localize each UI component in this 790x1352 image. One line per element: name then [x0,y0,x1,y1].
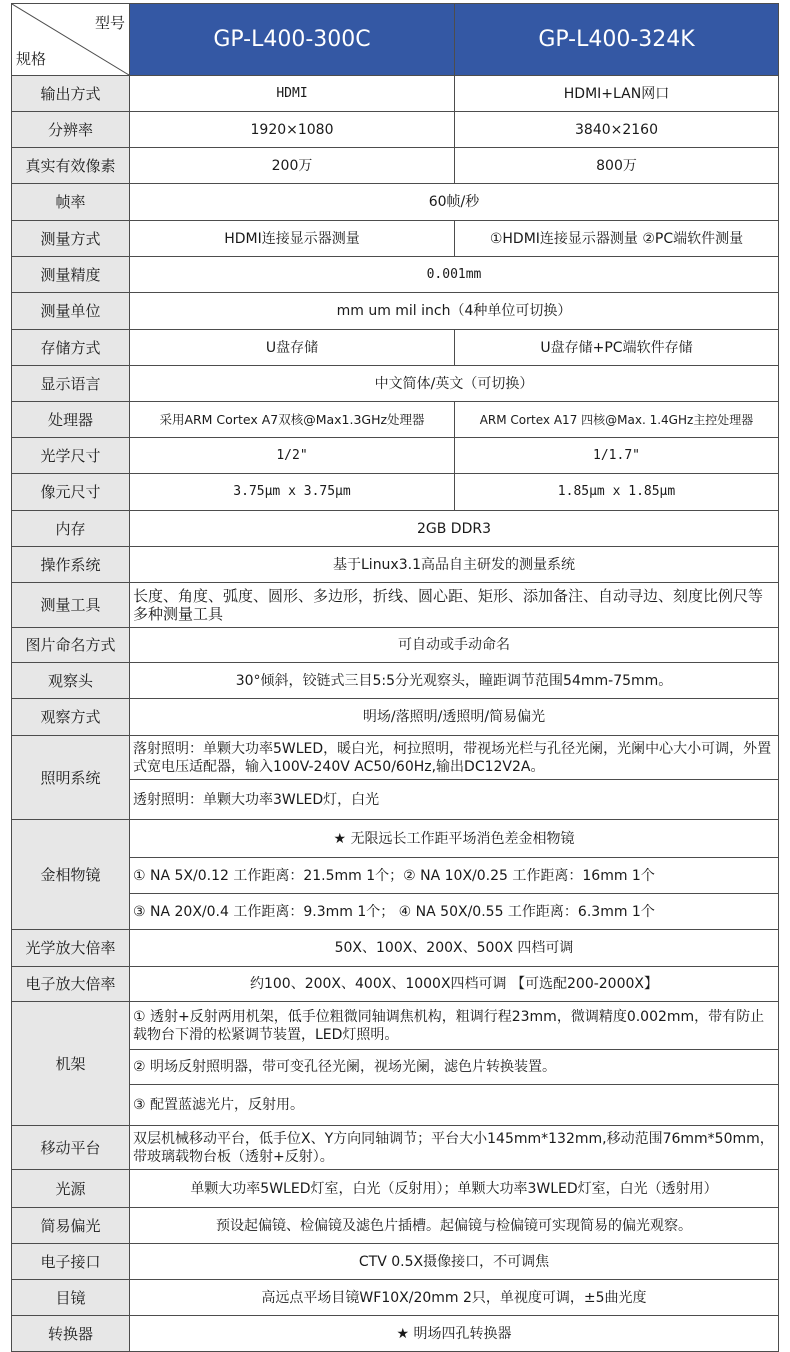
row-frame-1 [12,1002,779,1050]
row-pixels [12,148,779,184]
corner-cell [12,4,130,76]
row-label: 帧率 [12,184,130,221]
value: mm um mil inch（4种单位可切换） [130,293,779,330]
row-output [12,76,779,112]
row-label: 光学尺寸 [12,438,130,474]
row-os [12,547,779,583]
row-label: 目镜 [12,1280,130,1316]
value-b: 3840×2160 [455,112,779,148]
row-polarization [12,1208,779,1244]
row-head [12,663,779,699]
value: 高远点平场目镜WF10X/20mm 2只，单视度可调，±5曲光度 [130,1280,779,1316]
row-label: 处理器 [12,402,130,438]
value: 0.001mm [130,257,779,293]
row-label: 图片命名方式 [12,628,130,663]
row-label: 测量方式 [12,221,130,257]
row-cpu [12,402,779,438]
value-a: 3.75µm x 3.75µm [130,474,455,511]
value: 双层机械移动平台，低手位X、Y方向同轴调节；平台大小145mm*132mm,移动范围76mm*50mm，带玻璃载物台板（透射+反射）。 [130,1126,779,1170]
row-interface [12,1244,779,1280]
row-label: 光学放大倍率 [12,930,130,967]
header-row [12,4,779,76]
row-label: 观察方式 [12,699,130,736]
value: 单颗大功率5WLED灯室，白光（反射用）；单颗大功率3WLED灯室，白光（透射用） [130,1170,779,1208]
value: 长度、角度、弧度、圆形、多边形，折线、圆心距、矩形、添加备注、自动寻边、刻度比例尺等多种测量工具 [130,583,779,628]
value: 50X、100X、200X、500X 四档可调 [130,930,779,967]
row-tools [12,583,779,628]
row-label: 测量工具 [12,583,130,628]
row-electronic-mag [12,967,779,1002]
value: 落射照明：单颗大功率5WLED，暖白光，柯拉照明，带视场光栏与孔径光阑，光阑中心大小可调，外置式宽电压适配器，输入100V-240V AC50/60Hz,输出DC12V2A。 [130,736,779,780]
model-b-header: GP-L400-324K [455,4,779,76]
row-label: 测量精度 [12,257,130,293]
row-label: 转换器 [12,1316,130,1352]
row-label: 移动平台 [12,1126,130,1170]
value: ★ 明场四孔转换器 [130,1316,779,1352]
row-stage [12,1126,779,1170]
row-resolution [12,112,779,148]
row-observe [12,699,779,736]
value: ③ 配置蓝滤光片，反射用。 [130,1085,779,1126]
value-b: 1/1.7" [455,438,779,474]
value-a: 1/2" [130,438,455,474]
row-precision [12,257,779,293]
value: 约100、200X、400X、1000X四档可调 【可选配200-2000X】 [130,967,779,1002]
value-b: ARM Cortex A17 四核@Max. 1.4GHz主控处理器 [455,402,779,438]
value: 基于Linux3.1高品自主研发的测量系统 [130,547,779,583]
value-b: HDMI+LAN网口 [455,76,779,112]
value-b: 1.85µm x 1.85µm [455,474,779,511]
value: 中文简体/英文（可切换） [130,366,779,402]
value: CTV 0.5X摄像接口，不可调焦 [130,1244,779,1280]
value-a: 1920×1080 [130,112,455,148]
value-a: HDMI [130,76,455,112]
value: 透射照明：单颗大功率3WLED灯，白光 [130,780,779,820]
row-label: 显示语言 [12,366,130,402]
row-label: 像元尺寸 [12,474,130,511]
row-label: 操作系统 [12,547,130,583]
value: ① 透射+反射两用机架，低手位粗微同轴调焦机构，粗调行程23mm，微调精度0.002mm，带有防止载物台下滑的松紧调节装置，LED灯照明。 [130,1002,779,1050]
value-a: U盘存储 [130,330,455,366]
row-language [12,366,779,402]
row-label: 分辨率 [12,112,130,148]
row-objective-1 [12,820,779,858]
corner-model-label: 型号 [94,14,125,32]
row-label: 照明系统 [12,736,130,820]
row-label: 测量单位 [12,293,130,330]
value: ② 明场反射照明器，带可变孔径光阑，视场光阑，滤色片转换装置。 [130,1050,779,1085]
row-label: 机架 [12,1002,130,1126]
value: ③ NA 20X/0.4 工作距离：9.3mm 1个； ④ NA 50X/0.55 工作距离：6.3mm 1个 [130,894,779,930]
row-units [12,293,779,330]
row-light-source [12,1170,779,1208]
corner-spec-label: 规格 [16,50,47,68]
value: 明场/落照明/透照明/简易偏光 [130,699,779,736]
row-framerate [12,184,779,221]
value-a: 200万 [130,148,455,184]
value: 预设起偏镜、检偏镜及滤色片插槽。起偏镜与检偏镜可实现简易的偏光观察。 [130,1208,779,1244]
value: 60帧/秒 [130,184,779,221]
value-b: U盘存储+PC端软件存储 [455,330,779,366]
row-label: 存储方式 [12,330,130,366]
row-storage [12,330,779,366]
row-label: 简易偏光 [12,1208,130,1244]
value: 2GB DDR3 [130,511,779,547]
row-label: 金相物镜 [12,820,130,930]
row-label: 光源 [12,1170,130,1208]
spec-table [11,3,779,1352]
row-naming [12,628,779,663]
row-label: 电子放大倍率 [12,967,130,1002]
row-label: 观察头 [12,663,130,699]
row-nosepiece [12,1316,779,1352]
row-measure-mode [12,221,779,257]
row-pixel-size [12,474,779,511]
row-memory [12,511,779,547]
value-a: HDMI连接显示器测量 [130,221,455,257]
value: ① NA 5X/0.12 工作距离：21.5mm 1个；② NA 10X/0.25 工作距离：16mm 1个 [130,858,779,894]
value-a: 采用ARM Cortex A7双核@Max1.3GHz处理器 [130,402,455,438]
row-label: 真实有效像素 [12,148,130,184]
row-label: 内存 [12,511,130,547]
row-optical-size [12,438,779,474]
row-label: 电子接口 [12,1244,130,1280]
value-b: ①HDMI连接显示器测量 ②PC端软件测量 [455,221,779,257]
value: 可自动或手动命名 [130,628,779,663]
row-label: 输出方式 [12,76,130,112]
model-a-header: GP-L400-300C [130,4,455,76]
value: 30°倾斜，铰链式三目5:5分光观察头，瞳距调节范围54mm-75mm。 [130,663,779,699]
row-eyepiece [12,1280,779,1316]
row-optical-mag [12,930,779,967]
value: ★ 无限远长工作距平场消色差金相物镜 [130,820,779,858]
value-b: 800万 [455,148,779,184]
row-lighting-1 [12,736,779,780]
